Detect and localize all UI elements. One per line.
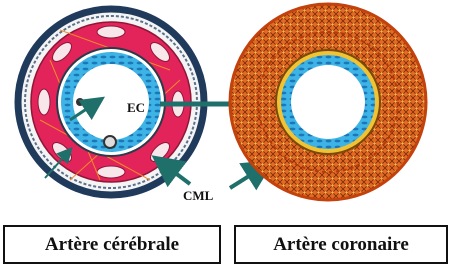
coronary-artery-diagram <box>230 4 426 200</box>
ec-label: EC <box>127 100 146 115</box>
cerebral-artery-caption <box>3 225 221 264</box>
cerebral-artery-caption-text: Artère cérébrale <box>44 233 180 255</box>
cerebral-blood-cell <box>76 98 84 106</box>
coronary-lumen <box>291 65 365 139</box>
coronary-artery-caption <box>234 225 448 264</box>
coronary-artery-caption-text: Artère coronaire <box>273 233 409 255</box>
cml-label: CML <box>183 188 214 203</box>
cerebral-blood-cell <box>104 136 116 148</box>
